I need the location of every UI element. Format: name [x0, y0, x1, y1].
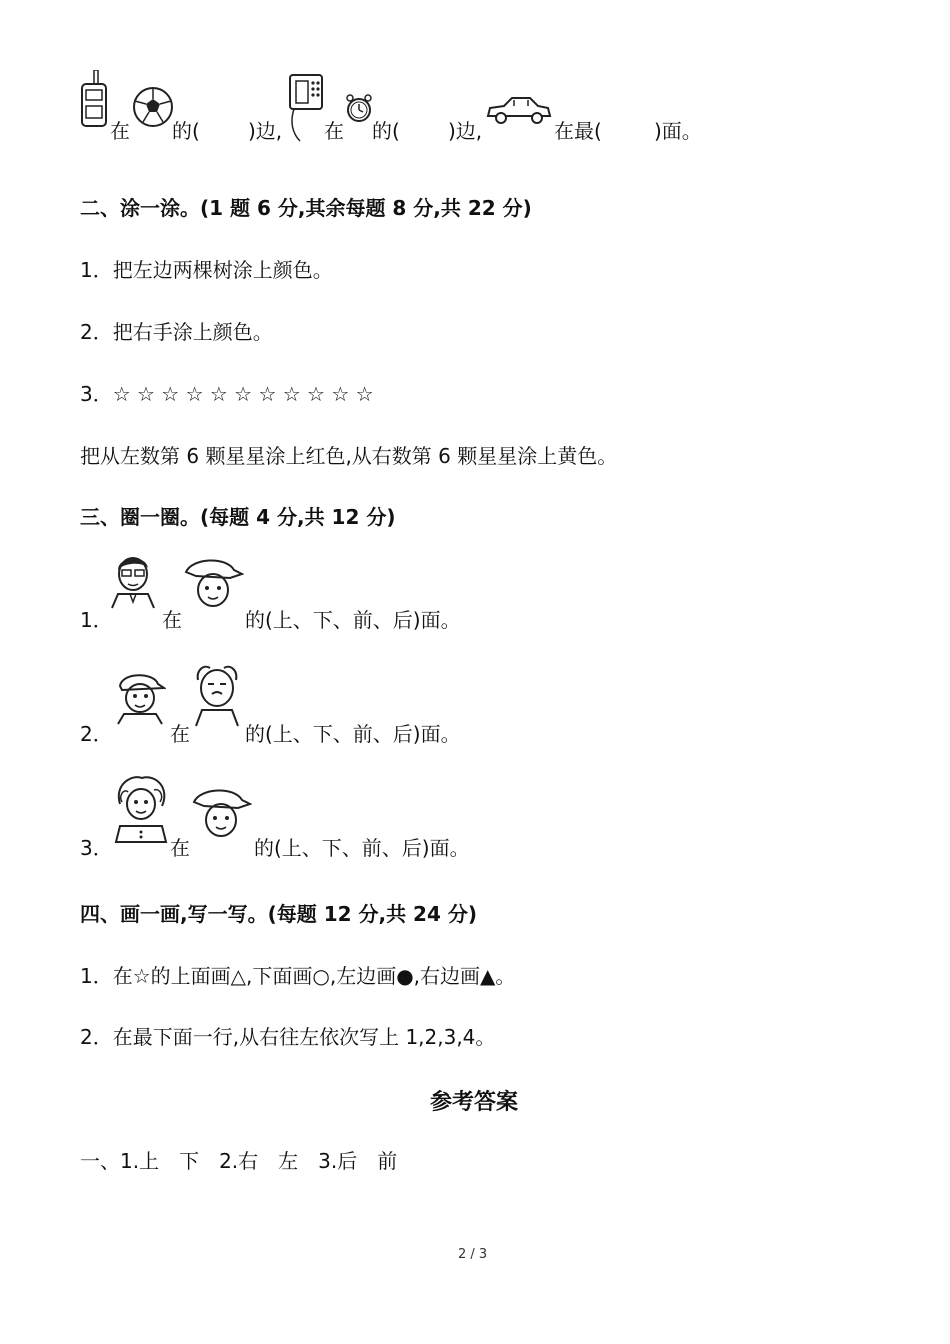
walkie-talkie-icon: [80, 70, 108, 128]
section3-item-3-mid: 在: [170, 836, 190, 860]
line1-text-8: )面。: [654, 119, 702, 143]
boy-with-cap-icon: [182, 556, 244, 610]
boy-with-cap-icon: [190, 786, 252, 840]
line1-text-7: 在最(: [554, 119, 602, 143]
line1-text-4: 在: [324, 119, 344, 143]
section2-question-1: 1．把左边两棵树涂上颜色。: [80, 258, 333, 282]
question-number: 3．: [80, 836, 113, 860]
section4-heading: 四、画一画,写一写。(每题 12 分,共 24 分): [80, 902, 477, 926]
section3-heading: 三、圈一圈。(每题 4 分,共 12 分): [80, 505, 396, 529]
telephone-icon: [286, 73, 326, 145]
grandpa-icon: [190, 662, 244, 728]
car-icon: [486, 94, 552, 126]
question-number: 3．: [80, 382, 113, 406]
answers-line-1: 一、1.上 下 2.右 左 3.后 前: [80, 1149, 398, 1173]
section4-question-1: 1．在☆的上面画△,下面画○,左边画●,右边画▲。: [80, 964, 516, 988]
line1-text-5: 的(: [372, 119, 400, 143]
section2-question-3: [80, 381, 374, 407]
line1-text-6: )边,: [448, 119, 483, 143]
girl-curly-hair-icon: [112, 774, 170, 844]
alarm-clock-icon: [344, 92, 374, 124]
line1-text-2: 的(: [172, 119, 200, 143]
section3-item-3-tail: 的(上、下、前、后)面。: [254, 836, 470, 860]
answers-title: 参考答案: [430, 1090, 519, 1115]
question-number: 2．: [80, 722, 113, 746]
section3-item-1-tail: 的(上、下、前、后)面。: [245, 608, 461, 632]
line1-text-1: 在: [110, 119, 130, 143]
boy-with-cap-icon: [114, 668, 166, 726]
section3-item-2-mid: 在: [170, 722, 190, 746]
section3-item-2-tail: 的(上、下、前、后)面。: [245, 722, 461, 746]
section4-question-2: 2．在最下面一行,从右往左依次写上 1,2,3,4。: [80, 1025, 496, 1049]
section2-question-3-instruction: 把从左数第 6 颗星星涂上红色,从右数第 6 颗星星涂上黄色。: [80, 444, 618, 468]
section2-question-2: 2．把右手涂上颜色。: [80, 320, 273, 344]
man-with-glasses-icon: [110, 552, 156, 610]
soccer-ball-icon: [132, 86, 174, 128]
page-number: 2 / 3: [458, 1247, 488, 1262]
line1-text-3: )边,: [248, 119, 283, 143]
star-row: ☆ ☆ ☆ ☆ ☆ ☆ ☆ ☆ ☆ ☆ ☆: [112, 382, 374, 406]
question-number: 1．: [80, 608, 113, 632]
section2-heading: 二、涂一涂。(1 题 6 分,其余每题 8 分,共 22 分): [80, 196, 532, 220]
section3-item-1-mid: 在: [162, 608, 182, 632]
